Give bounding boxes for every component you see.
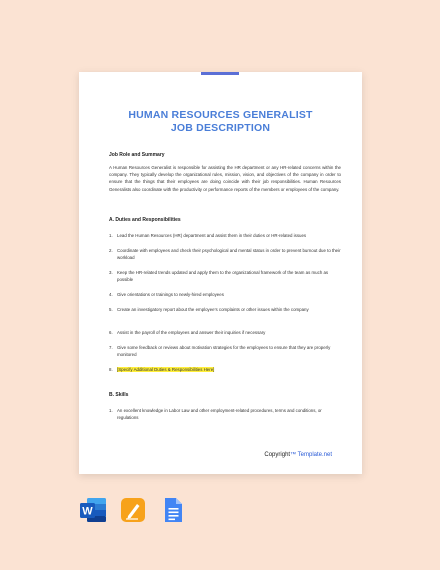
- duty-number: 6.: [109, 330, 113, 335]
- duty-item: [109, 247, 341, 261]
- duty-item: [109, 329, 341, 336]
- skill-item: [109, 407, 341, 421]
- skill-text: An excellent knowledge in Labor Law and other employment-related procedures, terms and conditions, or regulations: [117, 408, 322, 421]
- skill-number: 1.: [109, 408, 113, 413]
- section-skills-heading: B. Skills: [109, 392, 129, 398]
- duty-item: [109, 269, 341, 283]
- duty-text: Lead the Human Resources (HR) department and assist them in their duties or HR-related issues: [117, 233, 307, 238]
- duty-number: 8.: [109, 367, 113, 372]
- duty-number: 7.: [109, 345, 113, 350]
- duty-number: 1.: [109, 233, 113, 238]
- section-duties-heading: A. Duties and Responsibilities: [109, 217, 181, 223]
- duty-text: Create an investigatory report about the employee's complaints or other issues within the company: [117, 307, 309, 312]
- section-job-role-heading: Job Role and Summary: [109, 152, 165, 158]
- copyright-brand-link[interactable]: Template.net: [297, 452, 332, 458]
- duty-text: Give orientations or trainings to newly-hired employees: [117, 292, 224, 297]
- page-top-tab: [201, 72, 239, 75]
- copyright-label: Copyright: [264, 452, 291, 458]
- document-page: [79, 72, 362, 474]
- doc-title-line2: JOB DESCRIPTION: [170, 122, 271, 134]
- duty-number: 5.: [109, 307, 113, 312]
- duty-number: 3.: [109, 270, 113, 275]
- duty-text: Coordinate with employees and check their psychological and mental status in order to prevent burnout due to their workload: [117, 248, 341, 261]
- duty-text: Assist in the payroll of the employees and answer their inquiries if necessary: [117, 330, 266, 335]
- trademark-mark: ™: [290, 452, 297, 458]
- duty-number: 2.: [109, 248, 113, 253]
- svg-text:W: W: [82, 505, 93, 518]
- highlighted-placeholder: [Specify Additional Duties & Responsibilities Here]: [117, 367, 215, 372]
- duty-item: [109, 366, 341, 373]
- duty-item: [109, 306, 341, 313]
- word-icon[interactable]: [78, 495, 108, 525]
- duty-item: [109, 232, 341, 239]
- google-docs-icon[interactable]: [158, 495, 188, 525]
- app-icons-row: [0, 495, 440, 525]
- doc-title-line1: HUMAN RESOURCES GENERALIST: [128, 109, 313, 121]
- copyright-line: [264, 452, 332, 458]
- duty-text: Keep the HR-related trends updated and apply them to the organizational framework of the team as much as possible: [117, 270, 329, 283]
- duty-item: [109, 291, 341, 298]
- summary-paragraph: A Human Resources Generalist is responsible for assisting the HR department or any HR-related concerns within the company. They typically develop the organizational rules, mission, vision, and objectives of the company in order to ensure that the things that their employees are doing coincide with their job responsibilities. Human Resources Generalists also coordinate with the productivity or performance reports of the members or employees of the company.: [109, 165, 341, 192]
- pages-icon[interactable]: [118, 495, 148, 525]
- duty-item: [109, 344, 341, 358]
- duty-number: 4.: [109, 292, 113, 297]
- duty-text: Give some feedback or reviews about motivation strategies for the employees to ensure that they are properly monitored: [117, 345, 331, 358]
